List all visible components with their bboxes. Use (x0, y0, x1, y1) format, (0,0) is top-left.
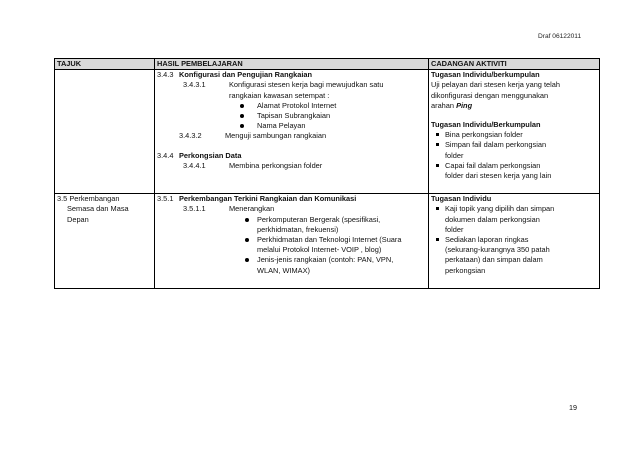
section-text: Membina perkongsian folder (229, 160, 323, 170)
ping-command: Ping (456, 100, 473, 110)
hasil-cell-3-5 (155, 194, 429, 289)
section-number: 3.4.4.1 (183, 160, 206, 170)
list-item-text: Jenis-jenis rangkaian (contoh: PAN, VPN, (257, 255, 394, 265)
header-cadangan-aktiviti: CADANGAN AKTIVITI (429, 59, 600, 70)
activity-text: dikonfigurasi dengan menggunakan (431, 90, 549, 100)
development-list (157, 215, 426, 276)
section-3-4-3-1 (157, 80, 426, 90)
activity-list (431, 204, 597, 275)
topic-text: 3.5 Perkembangan (57, 194, 120, 204)
section-text: rangkaian kawasan setempat : (229, 90, 330, 100)
activity-text-prefix: arahan (431, 100, 455, 110)
list-item-text: (sekurang-kurangnya 350 patah (445, 245, 550, 255)
list-item (431, 161, 597, 181)
section-title: Perkongsian Data (179, 150, 242, 160)
section-3-4-3 (157, 70, 426, 80)
activity-text (431, 101, 597, 111)
list-item-text: Capai fail dalam perkongsian (445, 160, 541, 170)
section-title: Konfigurasi dan Pengujian Rangkaian (179, 70, 313, 80)
list-item-text: Kaji topik yang dipilih dan simpan (445, 204, 555, 214)
section-3-4-4 (157, 151, 426, 161)
section-number: 3.4.3.1 (183, 80, 206, 90)
section-number: 3.4.3 (157, 70, 174, 80)
section-3-5-1 (157, 194, 426, 204)
list-item-text: Perkomputeran Bergerak (spesifikasi, (257, 214, 381, 224)
list-item-text: WLAN, WIMAX) (257, 265, 310, 275)
activity-title: Tugasan Individu/Berkumpulan (431, 120, 541, 130)
spacer (157, 142, 426, 151)
section-3-5-1-1 (157, 204, 426, 214)
section-text-continued (157, 91, 426, 101)
page-number: 19 (569, 403, 577, 412)
spacer (431, 111, 597, 120)
header-tajuk: TAJUK (55, 59, 155, 70)
list-item (431, 140, 597, 160)
section-number: 3.5.1 (157, 194, 174, 204)
section-3-4-3-2 (157, 131, 426, 141)
list-item-text: folder dari stesen kerja yang lain (445, 171, 552, 181)
table-row (55, 70, 600, 194)
list-item-text: perkataan) dan simpan dalam (445, 255, 543, 265)
hasil-cell-3-4 (155, 70, 429, 194)
list-item (431, 204, 597, 235)
list-item-text: Sediakan laporan ringkas (445, 235, 529, 245)
section-text: Menerangkan (229, 204, 275, 214)
activity-title: Tugasan Individu/berkumpulan (431, 70, 540, 80)
list-item: Alamat Protokol Internet (157, 101, 426, 111)
section-3-4-4-1 (157, 161, 426, 171)
list-item (431, 235, 597, 276)
section-number: 3.4.4 (157, 150, 174, 160)
list-item-text: Bina perkongsian folder (445, 130, 523, 140)
section-number: 3.4.3.2 (179, 131, 202, 141)
list-item (157, 215, 426, 235)
network-config-list (157, 101, 426, 132)
list-item: Tapisan Subrangkaian (157, 111, 426, 121)
list-item-text: melalui Protokol Internet- VOIP , blog) (257, 245, 382, 255)
list-item-text: folder (445, 150, 464, 160)
header-hasil-pembelajaran: HASIL PEMBELAJARAN (155, 59, 429, 70)
aktiviti-cell-3-5 (429, 194, 600, 289)
list-item-text: perkongsian (445, 265, 486, 275)
tajuk-cell-3-5 (55, 194, 155, 289)
topic-text: Semasa dan Masa (67, 204, 129, 214)
aktiviti-cell-3-4 (429, 70, 600, 194)
activity-title: Tugasan Individu (431, 194, 492, 204)
tajuk-cell-empty (55, 70, 155, 194)
list-item-text: perkhidmatan, frekuensi) (257, 224, 339, 234)
activity-text: Uji pelayan dari stesen kerja yang telah (431, 80, 561, 90)
section-number: 3.5.1.1 (183, 204, 206, 214)
spacer (183, 91, 229, 101)
section-text: Menguji sambungan rangkaian (225, 131, 327, 141)
list-item-text: dokumen dalam perkongsian (445, 214, 540, 224)
table-row (55, 194, 600, 289)
list-item-text: folder (445, 224, 464, 234)
draft-label: Draf 06122011 (538, 33, 582, 40)
list-item-text: Simpan fail dalam perkongsian (445, 140, 547, 150)
table-header-row (55, 59, 600, 70)
list-item (431, 130, 597, 140)
topic-text: Depan (67, 214, 89, 224)
activity-list (431, 130, 597, 181)
list-item (157, 235, 426, 255)
section-title: Perkembangan Terkini Rangkaian dan Komunikasi (179, 194, 357, 204)
section-text: Konfigurasi stesen kerja bagi mewujudkan satu (229, 80, 384, 90)
curriculum-table (54, 58, 600, 289)
list-item (157, 255, 426, 275)
list-item-text: Perkhidmatan dan Teknologi Internet (Suara (257, 235, 402, 245)
list-item: Nama Pelayan (157, 121, 426, 131)
